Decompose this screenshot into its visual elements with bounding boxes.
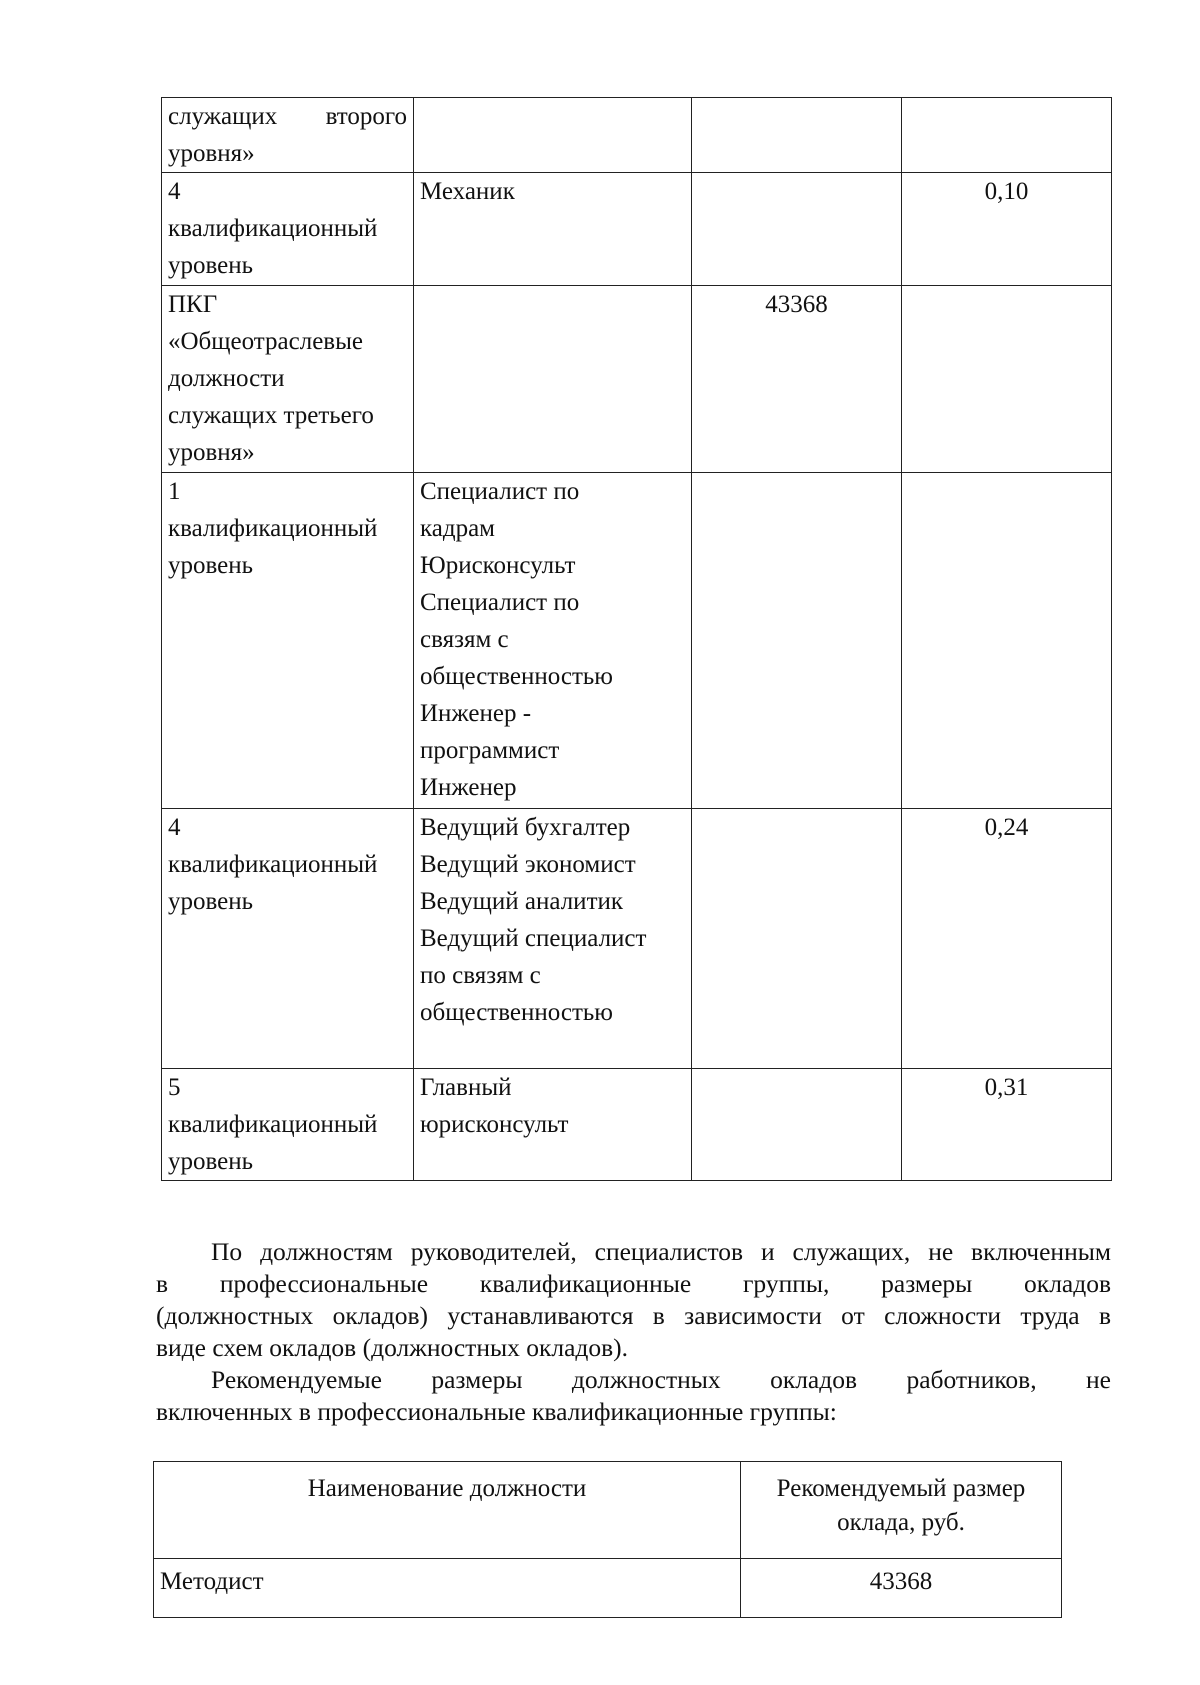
- table-row: [154, 1559, 1062, 1618]
- positions-cell: [414, 1069, 692, 1181]
- paragraph-line: Рекомендуемые размеры должностных окладов работников, не: [211, 1365, 1111, 1394]
- group-cell: [162, 173, 414, 286]
- position-line: юрисконсульт: [420, 1111, 569, 1138]
- position-line: программист: [420, 737, 560, 764]
- position-line: связям с: [420, 626, 509, 653]
- position-line: Специалист по: [420, 478, 580, 505]
- group-line: уровня»: [168, 439, 255, 466]
- position-line: Механик: [420, 178, 515, 205]
- header-salary-size: [741, 1462, 1062, 1559]
- coefficient-cell: [902, 286, 1112, 473]
- positions-cell: [414, 809, 692, 1069]
- group-line: уровень: [168, 552, 254, 579]
- group-line: 5: [168, 1074, 181, 1101]
- paragraph-line: По должностям руководителей, специалистов и служащих, не включенным: [211, 1237, 1111, 1266]
- position-line: Инженер -: [420, 700, 532, 727]
- coefficient-cell: 0,31: [902, 1069, 1112, 1181]
- header-position-name: Наименование должности: [154, 1462, 741, 1559]
- position-line: Ведущий специалист: [420, 925, 647, 952]
- position-name-cell: Методист: [154, 1559, 741, 1618]
- group-cell: [162, 1069, 414, 1181]
- group-cell: [162, 98, 414, 173]
- body-text: [156, 1236, 1111, 1428]
- position-line: Главный: [420, 1074, 512, 1101]
- salary-cell: [692, 173, 902, 286]
- salary-cell: [692, 98, 902, 173]
- group-line: квалификационный: [168, 215, 378, 242]
- position-line: по связям с: [420, 962, 541, 989]
- group-line: квалификационный: [168, 515, 378, 542]
- table-header-row: [154, 1462, 1062, 1559]
- salary-cell: [692, 473, 902, 809]
- paragraph: [156, 1236, 1111, 1364]
- salary-cell: 43368: [692, 286, 902, 473]
- table-row: [162, 98, 1112, 173]
- salary-cell: [692, 1069, 902, 1181]
- group-line: 4: [168, 178, 181, 205]
- coefficient-cell: 0,10: [902, 173, 1112, 286]
- group-line: служащих третьего: [168, 402, 374, 429]
- position-line: Инженер: [420, 774, 517, 801]
- group-line: квалификационный: [168, 1111, 378, 1138]
- group-cell: [162, 473, 414, 809]
- paragraph: [156, 1364, 1111, 1428]
- group-cell: [162, 809, 414, 1069]
- position-line: Ведущий экономист: [420, 851, 636, 878]
- position-line: общественностью: [420, 663, 613, 690]
- header-line: оклада, руб.: [837, 1509, 965, 1536]
- table-row: [162, 809, 1112, 1069]
- table-row: [162, 1069, 1112, 1181]
- table-row: [162, 473, 1112, 809]
- header-line: Рекомендуемый размер: [776, 1475, 1026, 1502]
- recommended-salary-table: [153, 1461, 1062, 1618]
- group-line: уровень: [168, 888, 254, 915]
- salary-size-cell: 43368: [741, 1559, 1062, 1618]
- position-line: Юрисконсульт: [420, 552, 576, 579]
- coefficient-cell: [902, 473, 1112, 809]
- positions-cell: [414, 286, 692, 473]
- paragraph-line: (должностных окладов) устанавливаются в зависимости от сложности труда в: [156, 1301, 1111, 1330]
- paragraph-line: виде схем окладов (должностных окладов).: [156, 1333, 629, 1362]
- salary-table-body: [162, 98, 1112, 1181]
- group-line: ПКГ: [168, 291, 218, 318]
- table-row: [162, 173, 1112, 286]
- salary-table: [161, 97, 1112, 1181]
- group-line: уровня»: [168, 140, 255, 167]
- group-line: должности: [168, 365, 285, 392]
- position-line: общественностью: [420, 999, 613, 1026]
- salary-cell: [692, 809, 902, 1069]
- group-line: служащих второго: [168, 103, 407, 130]
- coefficient-cell: 0,24: [902, 809, 1112, 1069]
- position-line: Ведущий аналитик: [420, 888, 624, 915]
- group-line: «Общеотраслевые: [168, 328, 363, 355]
- position-line: Ведущий бухгалтер: [420, 814, 631, 841]
- table-row: [162, 286, 1112, 473]
- position-line: Специалист по: [420, 589, 580, 616]
- paragraph-line: в профессиональные квалификационные группы, размеры окладов: [156, 1269, 1111, 1298]
- coefficient-cell: [902, 98, 1112, 173]
- positions-cell: [414, 98, 692, 173]
- group-line: 1: [168, 478, 181, 505]
- paragraph-line: включенных в профессиональные квалификационные группы:: [156, 1397, 837, 1426]
- position-line: кадрам: [420, 515, 495, 542]
- group-cell: [162, 286, 414, 473]
- positions-cell: [414, 473, 692, 809]
- group-line: 4: [168, 814, 181, 841]
- positions-cell: [414, 173, 692, 286]
- group-line: уровень: [168, 252, 254, 279]
- group-line: квалификационный: [168, 851, 378, 878]
- group-line: уровень: [168, 1148, 254, 1175]
